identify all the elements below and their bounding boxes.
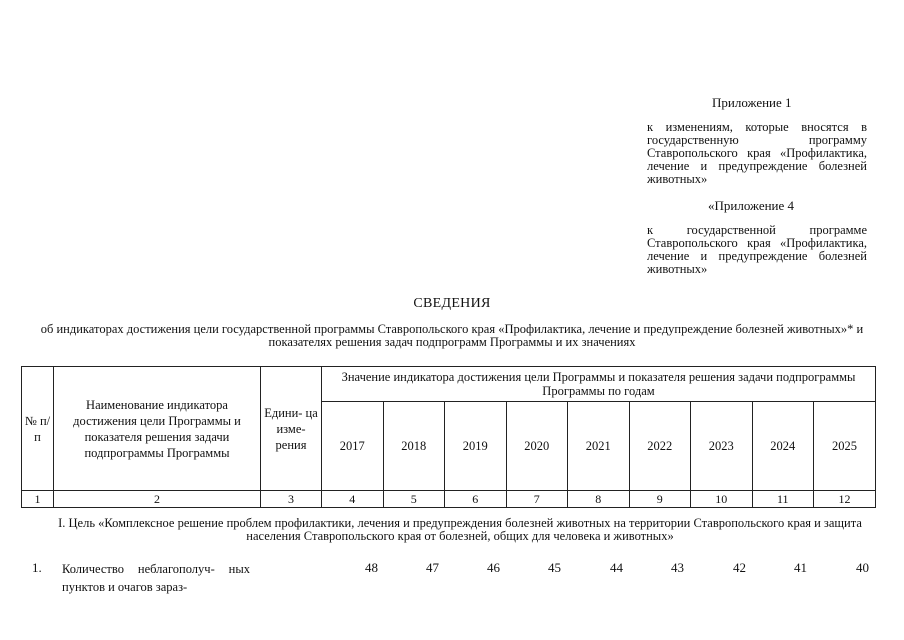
row-number: 1. [32, 560, 42, 575]
row-value-2024: 41 [794, 560, 807, 575]
column-number-cell: 2 [54, 491, 261, 508]
column-number-cell: 8 [568, 491, 630, 508]
column-number-cell: 3 [261, 491, 322, 508]
row-value-2025: 40 [856, 560, 869, 575]
row-value-2018: 47 [426, 560, 439, 575]
column-number-cell: 7 [506, 491, 568, 508]
row-value-2017: 48 [365, 560, 378, 575]
header-year-2017: 2017 [322, 402, 384, 491]
row-indicator-name: Количество неблагополуч- ных пунктов и очагов зараз- [62, 562, 250, 594]
header-year-2021: 2021 [568, 402, 630, 491]
column-number-cell: 12 [814, 491, 876, 508]
row-value-2019: 46 [487, 560, 500, 575]
row-value-2022: 43 [671, 560, 684, 575]
column-number-cell: 4 [322, 491, 384, 508]
appendix-4-label: «Приложение 4 [708, 198, 795, 213]
column-number-cell: 10 [691, 491, 753, 508]
header-year-2018: 2018 [383, 402, 445, 491]
column-number-cell: 11 [752, 491, 814, 508]
appendix-1-label: Приложение 1 [712, 95, 792, 110]
column-number-cell: 5 [383, 491, 445, 508]
indicators-table [21, 366, 876, 508]
header-cell-number: № п/п [22, 367, 54, 491]
document-title: СВЕДЕНИЯ [413, 296, 491, 311]
column-number-cell: 9 [629, 491, 691, 508]
document-subtitle: об индикаторах достижения цели государственной программы Ставропольского края «Профилактика, лечение и предупреждение болезней животных»* и показателях решения задач подпрограмм Программы и их значениях [40, 322, 864, 349]
column-number-cell: 1 [22, 491, 54, 508]
row-value-2023: 42 [733, 560, 746, 575]
header-year-2022: 2022 [629, 402, 691, 491]
header-year-2023: 2023 [691, 402, 753, 491]
header-year-2025: 2025 [814, 402, 876, 491]
header-cell-unit: Едини- ца изме- рения [261, 367, 322, 491]
column-number-cell: 6 [445, 491, 507, 508]
header-cell-indicator-name: Наименование индикатора достижения цели Программы и показателя решения задачи подпрограммы Программы [54, 367, 261, 491]
row-value-2021: 44 [610, 560, 623, 575]
amendment-reference: к изменениям, которые вносятся в государственную программу Ставропольского края «Профилактика, лечение и предупреждение болезней животных» [647, 120, 867, 186]
header-cell-values-by-year: Значение индикатора достижения цели Программы и показателя решения задачи подпрограммы Программы по годам [322, 367, 876, 402]
program-reference: к государственной программе Ставропольского края «Профилактика, лечение и предупреждение болезней животных» [647, 223, 867, 276]
header-year-2024: 2024 [752, 402, 814, 491]
goal-section-heading: I. Цель «Комплексное решение проблем профилактики, лечения и предупреждения болезней животных на территории Ставропольского края и защита населения Ставропольского края от болезней, общих для человека и животных» [58, 516, 862, 543]
row-value-2020: 45 [548, 560, 561, 575]
header-year-2019: 2019 [445, 402, 507, 491]
header-year-2020: 2020 [506, 402, 568, 491]
